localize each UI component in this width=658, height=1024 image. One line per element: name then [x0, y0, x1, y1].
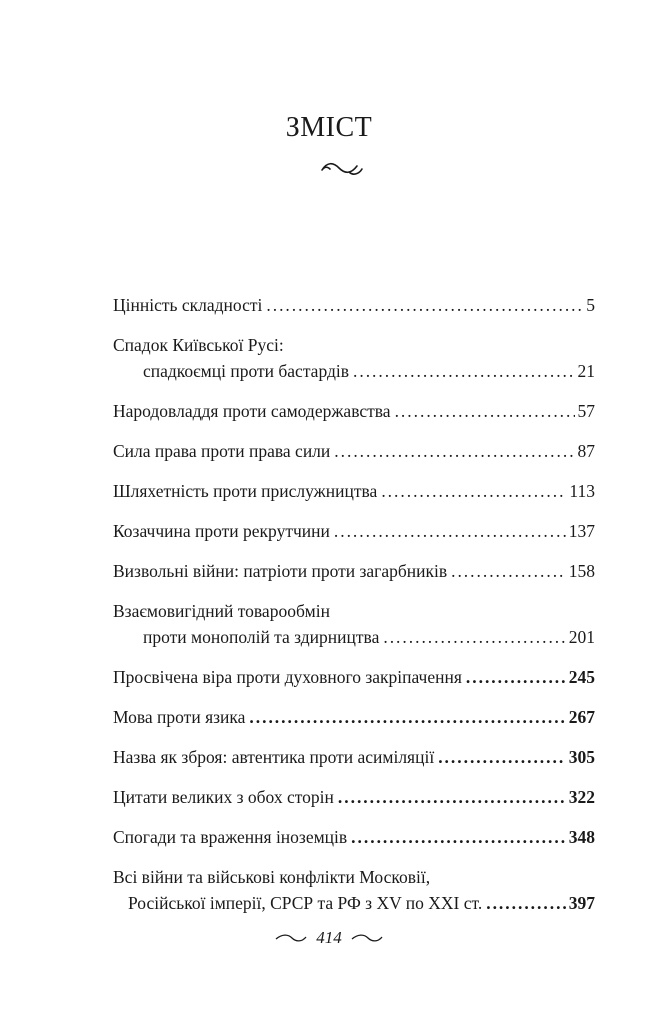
- toc-line: [113, 664, 595, 690]
- dot-leader: [383, 624, 565, 650]
- toc-entry: [113, 598, 595, 650]
- page-title: ЗМІСТ: [285, 112, 373, 143]
- dot-leader: [249, 704, 565, 730]
- dot-leader: [395, 398, 575, 424]
- toc-entry: [113, 664, 595, 690]
- toc-entry-title: Мова проти язика: [113, 707, 246, 727]
- toc-line: [113, 864, 595, 890]
- toc-line: [113, 598, 595, 624]
- dot-leader: [381, 478, 566, 504]
- swirl-ornament-icon: [319, 158, 365, 178]
- toc-line: [113, 558, 595, 584]
- toc-entry-title: Визвольні війни: патріоти проти загарбників: [113, 561, 448, 581]
- toc-line: [113, 890, 595, 916]
- toc-line: [113, 438, 595, 464]
- page-number: 414: [316, 928, 342, 947]
- toc-page-number: 158: [568, 561, 595, 581]
- dot-leader: [334, 438, 574, 464]
- toc-entry-title: спадкоємці проти бастардів: [143, 361, 349, 381]
- toc-page-number: 245: [568, 667, 595, 687]
- toc-line: [113, 358, 595, 384]
- toc-entry-title: Спогади та враження іноземців: [113, 827, 348, 847]
- toc-entry: [113, 744, 595, 770]
- toc-entry-title: Сила права проти права сили: [113, 441, 331, 461]
- toc-entry-title: Взаємовигідний товарообмін: [113, 601, 330, 621]
- toc-entry: [113, 478, 595, 504]
- tilde-ornament-icon: [350, 933, 384, 943]
- dot-leader: [486, 890, 566, 916]
- toc-page-number: 305: [568, 747, 595, 767]
- toc-line: [113, 744, 595, 770]
- toc-page-number: 397: [568, 893, 595, 913]
- toc-entry-title: проти монополій та здирництва: [143, 627, 380, 647]
- toc-page-number: 201: [568, 627, 595, 647]
- dot-leader: [438, 744, 566, 770]
- toc-page-number: 137: [568, 521, 595, 541]
- table-of-contents: [113, 292, 595, 930]
- toc-page-number: 5: [586, 295, 595, 315]
- toc-entry-title: Цінність складності: [113, 295, 263, 315]
- toc-entry: [113, 784, 595, 810]
- toc-page-number: 113: [569, 481, 595, 501]
- toc-line: [113, 398, 595, 424]
- toc-page-number: 57: [577, 401, 595, 421]
- dot-leader: [466, 664, 566, 690]
- tilde-ornament-icon: [274, 933, 308, 943]
- toc-page-number: 322: [568, 787, 595, 807]
- toc-page-number: 87: [577, 441, 595, 461]
- toc-page-number: 267: [568, 707, 595, 727]
- dot-leader: [338, 784, 566, 810]
- toc-entry: [113, 864, 595, 916]
- dot-leader: [353, 358, 575, 384]
- toc-entry-title: Козаччина проти рекрутчини: [113, 521, 330, 541]
- dot-leader: [334, 518, 566, 544]
- toc-entry-title: Назва як зброя: автентика проти асиміляції: [113, 747, 435, 767]
- dot-leader: [266, 292, 583, 318]
- toc-entry: [113, 292, 595, 318]
- toc-line: [113, 824, 595, 850]
- page-footer: [0, 928, 658, 948]
- toc-page-number: 21: [577, 361, 595, 381]
- dot-leader: [451, 558, 566, 584]
- toc-entry: [113, 398, 595, 424]
- toc-entry: [113, 824, 595, 850]
- toc-entry: [113, 438, 595, 464]
- toc-entry-title: Цитати великих з обох сторін: [113, 787, 334, 807]
- toc-line: [113, 292, 595, 318]
- dot-leader: [351, 824, 566, 850]
- toc-line: [113, 332, 595, 358]
- toc-entry-title: Народовладдя проти самодержавства: [113, 401, 391, 421]
- toc-line: [113, 624, 595, 650]
- toc-line: [113, 704, 595, 730]
- toc-entry: [113, 558, 595, 584]
- toc-entry-title: Просвічена віра проти духовного закріпачення: [113, 667, 462, 687]
- toc-entry-title: Спадок Київської Русі:: [113, 335, 284, 355]
- toc-line: [113, 478, 595, 504]
- toc-entry-title: Російської імперії, СРСР та РФ з XV по XXI ст.: [128, 893, 483, 913]
- toc-entry-title: Шляхетність проти прислужництва: [113, 481, 378, 501]
- toc-line: [113, 784, 595, 810]
- toc-page-number: 348: [568, 827, 595, 847]
- toc-entry-title: Всі війни та військові конфлікти Московії,: [113, 867, 431, 887]
- toc-line: [113, 518, 595, 544]
- toc-entry: [113, 518, 595, 544]
- toc-entry: [113, 704, 595, 730]
- toc-entry: [113, 332, 595, 384]
